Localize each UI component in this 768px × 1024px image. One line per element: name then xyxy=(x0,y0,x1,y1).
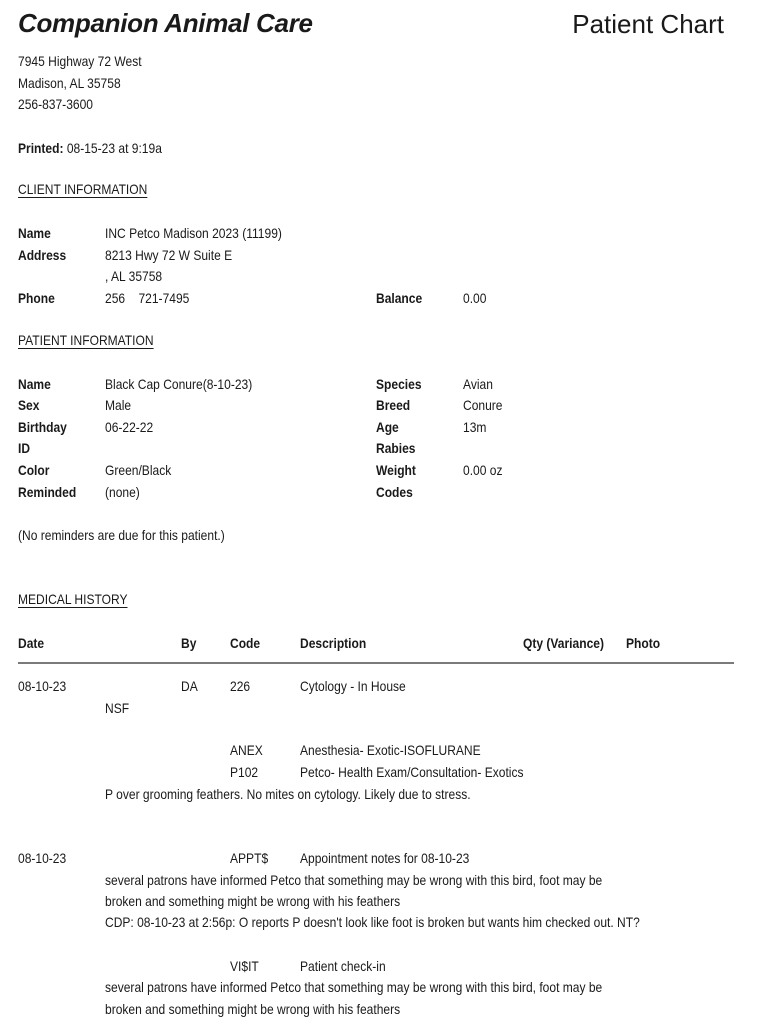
column-header-by: By xyxy=(181,635,197,651)
client-address-line1: 8213 Hwy 72 W Suite E xyxy=(105,247,233,263)
entry2-note-line1: several patrons have informed Petco that something may be wrong with this bird, foot may be xyxy=(105,872,603,888)
patient-name-label: Name xyxy=(18,376,51,392)
color-label: Color xyxy=(18,462,50,478)
client-name-label: Name xyxy=(18,225,51,241)
entry1-date: 08-10-23 xyxy=(18,678,67,694)
clinic-name: Companion Animal Care xyxy=(18,8,313,38)
age-value: 13m xyxy=(463,419,487,435)
reminded-value: (none) xyxy=(105,484,140,500)
client-phone-label: Phone xyxy=(18,290,55,306)
id-label: ID xyxy=(18,440,31,456)
patient-name-value: Black Cap Conure(8-10-23) xyxy=(105,376,253,392)
printed-line xyxy=(18,138,162,160)
client-section-title: CLIENT INFORMATION xyxy=(18,181,148,197)
entry2-code: APPT$ xyxy=(230,850,269,866)
entry1-code: 226 xyxy=(230,678,251,694)
client-balance-value: 0.00 xyxy=(463,290,487,306)
species-label: Species xyxy=(376,376,422,392)
client-address-label: Address xyxy=(18,247,67,263)
codes-label: Codes xyxy=(376,484,413,500)
age-label: Age xyxy=(376,419,399,435)
entry2-visit-code: VI$IT xyxy=(230,958,259,974)
entry2-visit-note-line1: several patrons have informed Petco that something may be wrong with this bird, foot may be xyxy=(105,979,603,995)
clinic-address-line1: 7945 Highway 72 West xyxy=(18,53,142,69)
sex-label: Sex xyxy=(18,397,40,413)
entry1-by: DA xyxy=(181,678,198,694)
column-header-description: Description xyxy=(300,635,367,651)
clinic-phone: 256-837-3600 xyxy=(18,96,93,112)
table-header-rule xyxy=(18,662,734,664)
breed-value: Conure xyxy=(463,397,503,413)
color-value: Green/Black xyxy=(105,462,172,478)
rabies-label: Rabies xyxy=(376,440,416,456)
birthday-value: 06-22-22 xyxy=(105,419,154,435)
client-balance-label: Balance xyxy=(376,290,423,306)
entry2-date: 08-10-23 xyxy=(18,850,67,866)
column-header-code: Code xyxy=(230,635,261,651)
entry2-visit-note-line2: broken and something might be wrong with his feathers xyxy=(105,1001,401,1017)
reminded-label: Reminded xyxy=(18,484,77,500)
sex-value: Male xyxy=(105,397,132,413)
clinic-address-line2: Madison, AL 35758 xyxy=(18,75,121,91)
entry1-line3-code: P102 xyxy=(230,764,259,780)
document-title: Patient Chart xyxy=(572,9,724,39)
entry2-note-line3: CDP: 08-10-23 at 2:56p: O reports P doesn't look like foot is broken but wants him checked out. NT? xyxy=(105,914,640,930)
column-header-photo: Photo xyxy=(626,635,661,651)
history-section-title: MEDICAL HISTORY xyxy=(18,591,128,607)
patient-section-title: PATIENT INFORMATION xyxy=(18,332,154,348)
client-phone-value: 256 721-7495 xyxy=(105,290,190,306)
entry2-note-line2: broken and something might be wrong with his feathers xyxy=(105,893,401,909)
entry1-line2-description: Anesthesia- Exotic-ISOFLURANE xyxy=(300,742,481,758)
entry1-summary: P over grooming feathers. No mites on cytology. Likely due to stress. xyxy=(105,786,471,802)
printed-value: 08-15-23 at 9:19a xyxy=(66,140,162,156)
weight-label: Weight xyxy=(376,462,416,478)
entry2-visit-description: Patient check-in xyxy=(300,958,386,974)
breed-label: Breed xyxy=(376,397,411,413)
client-address-line2: , AL 35758 xyxy=(105,268,163,284)
reminders-note: (No reminders are due for this patient.) xyxy=(18,527,225,543)
birthday-label: Birthday xyxy=(18,419,67,435)
entry1-line3-description: Petco- Health Exam/Consultation- Exotics xyxy=(300,764,524,780)
entry1-description: Cytology - In House xyxy=(300,678,406,694)
printed-label: Printed: xyxy=(18,140,64,156)
entry1-note: NSF xyxy=(105,700,130,716)
column-header-date: Date xyxy=(18,635,45,651)
client-name-value: INC Petco Madison 2023 (11199) xyxy=(105,225,282,241)
entry1-line2-code: ANEX xyxy=(230,742,263,758)
species-value: Avian xyxy=(463,376,493,392)
entry2-description: Appointment notes for 08-10-23 xyxy=(300,850,470,866)
weight-value: 0.00 oz xyxy=(463,462,503,478)
column-header-qty: Qty (Variance) xyxy=(523,635,604,651)
